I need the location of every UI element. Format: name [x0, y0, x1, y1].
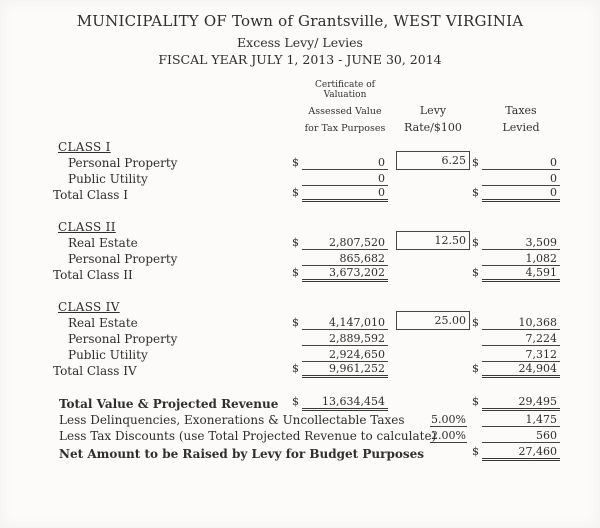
assessed-value-total: 0 — [302, 186, 388, 202]
page-subtitle: Excess Levy/ Levies — [237, 35, 363, 50]
total-row — [53, 266, 560, 282]
col-header-levy: Levy — [419, 104, 447, 117]
section-class-iv — [53, 297, 560, 378]
assessed-value-grand-total: 13,634,454 — [302, 395, 388, 411]
less-delinquencies-row — [53, 411, 560, 427]
delinquency-amount-field: 1,475 — [482, 413, 560, 427]
section-class-ii — [53, 217, 560, 282]
section-heading-label: CLASS I — [58, 140, 111, 154]
dollar-sign: $ — [292, 266, 299, 279]
levy-rate-box: 6.25 — [396, 151, 470, 170]
row-label: Personal Property — [68, 332, 178, 346]
assessed-value-field: 2,807,520 — [302, 236, 388, 250]
col-header-rate: Rate/$100 — [404, 121, 462, 134]
dollar-sign: $ — [292, 362, 299, 375]
taxes-levied-field: 7,312 — [482, 348, 560, 362]
row-label: Less Delinquencies, Exonerations & Uncollectable Taxes — [59, 413, 405, 427]
section-heading — [53, 297, 560, 314]
column-headers — [53, 80, 560, 136]
taxes-levied-total: 4,591 — [482, 266, 560, 282]
assessed-value-total: 9,961,252 — [302, 362, 388, 378]
row-label: Public Utility — [68, 172, 148, 186]
col-header-levied: Levied — [502, 121, 540, 134]
section-heading-label: CLASS II — [58, 220, 116, 234]
table-row — [53, 154, 560, 170]
table-row — [53, 170, 560, 186]
levy-table — [53, 137, 560, 461]
assessed-value-field: 0 — [302, 156, 388, 170]
row-label: Total Class IV — [53, 364, 137, 378]
taxes-levied-field: 0 — [482, 156, 560, 170]
document-header — [0, 0, 600, 68]
discount-percent-field: 2.00% — [431, 429, 466, 442]
total-row — [53, 186, 560, 202]
section-heading — [53, 217, 560, 234]
section-heading — [53, 137, 560, 154]
table-row — [53, 346, 560, 362]
row-label: Real Estate — [68, 236, 138, 250]
row-label: Total Class II — [53, 268, 133, 282]
less-discounts-row — [53, 427, 560, 443]
col-header-certificate: Certificate of Valuation — [315, 80, 375, 100]
net-amount-field: 27,460 — [482, 445, 560, 461]
row-label: Personal Property — [68, 156, 178, 170]
taxes-levied-field: 1,082 — [482, 252, 560, 266]
col-header-taxes: Taxes — [505, 104, 537, 117]
table-row — [53, 250, 560, 266]
assessed-value-field: 0 — [302, 172, 388, 186]
assessed-value-field: 2,924,650 — [302, 348, 388, 362]
dollar-sign: $ — [472, 316, 479, 329]
total-value-row — [53, 393, 560, 411]
levy-rate-box: 12.50 — [396, 231, 470, 250]
taxes-levied-field: 10,368 — [482, 316, 560, 330]
assessed-value-field: 865,682 — [302, 252, 388, 266]
taxes-levied-field: 0 — [482, 172, 560, 186]
table-row — [53, 330, 560, 346]
taxes-levied-total: 24,904 — [482, 362, 560, 378]
taxes-levied-grand-total: 29,495 — [482, 395, 560, 411]
dollar-sign: $ — [292, 395, 299, 408]
dollar-sign: $ — [292, 156, 299, 169]
net-amount-row — [53, 443, 560, 461]
row-label: Total Class I — [53, 188, 128, 202]
table-row — [53, 234, 560, 250]
dollar-sign: $ — [472, 156, 479, 169]
row-label: Real Estate — [68, 316, 138, 330]
dollar-sign: $ — [292, 186, 299, 199]
assessed-value-field: 2,889,592 — [302, 332, 388, 346]
taxes-levied-field: 7,224 — [482, 332, 560, 346]
table-row — [53, 314, 560, 330]
col-header-assessed-value: Assessed Value — [308, 106, 382, 117]
dollar-sign: $ — [472, 186, 479, 199]
assessed-value-field: 4,147,010 — [302, 316, 388, 330]
taxes-levied-field: 3,509 — [482, 236, 560, 250]
row-label: Personal Property — [68, 252, 178, 266]
fiscal-year-line: FISCAL YEAR JULY 1, 2013 - JUNE 30, 2014 — [158, 52, 442, 67]
section-class-i — [53, 137, 560, 202]
col-header-for-tax-purposes: for Tax Purposes — [304, 123, 386, 134]
row-label: Public Utility — [68, 348, 148, 362]
summary-section — [53, 393, 560, 461]
levy-rate-box: 25.00 — [396, 311, 470, 330]
dollar-sign: $ — [472, 395, 479, 408]
dollar-sign: $ — [472, 445, 479, 458]
dollar-sign: $ — [472, 236, 479, 249]
assessed-value-total: 3,673,202 — [302, 266, 388, 282]
dollar-sign: $ — [292, 316, 299, 329]
dollar-sign: $ — [472, 266, 479, 279]
row-label: Net Amount to be Raised by Levy for Budget Purposes — [59, 447, 424, 461]
taxes-levied-total: 0 — [482, 186, 560, 202]
row-label: Total Value & Projected Revenue — [59, 397, 279, 411]
delinquency-percent-field: 5.00% — [431, 413, 466, 426]
dollar-sign: $ — [472, 362, 479, 375]
dollar-sign: $ — [292, 236, 299, 249]
row-label: Less Tax Discounts (use Total Projected Revenue to calculate) — [59, 429, 437, 443]
page-title: MUNICIPALITY OF Town of Grantsville, WEST VIRGINIA — [76, 12, 524, 30]
section-heading-label: CLASS IV — [58, 300, 120, 314]
discount-amount-field: 560 — [482, 429, 560, 443]
total-row — [53, 362, 560, 378]
